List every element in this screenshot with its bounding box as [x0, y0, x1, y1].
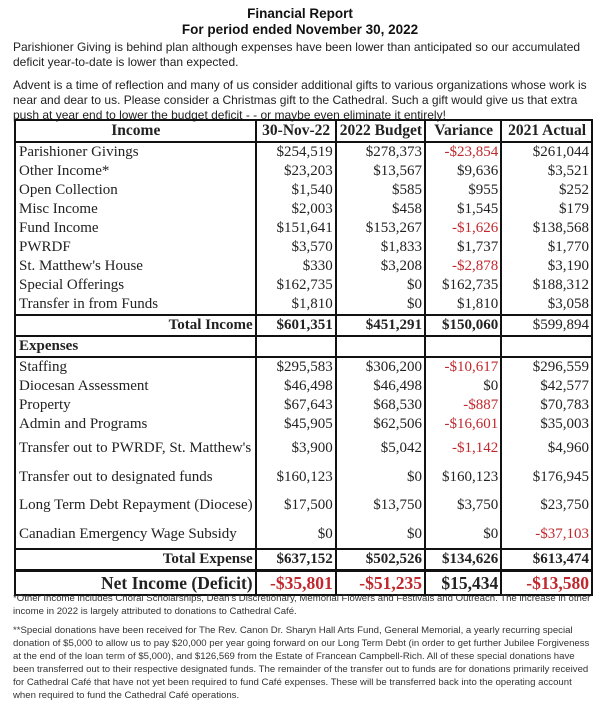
cell-budget: $0: [336, 463, 425, 492]
cell-variance: $0: [425, 377, 501, 396]
cell-actual: $637,152: [256, 549, 336, 571]
row-label: Staffing: [15, 357, 256, 377]
cell-variance: $1,545: [425, 200, 501, 219]
cell-variance: $9,636: [425, 162, 501, 181]
table-row: [15, 377, 592, 396]
cell-variance: $15,434: [425, 571, 501, 596]
cell-variance: $1,810: [425, 295, 501, 315]
cell-budget: $3,208: [336, 257, 425, 276]
cell-prior: $613,474: [501, 549, 592, 571]
cell-prior: $296,559: [501, 357, 592, 377]
total-expense-label: Total Expense: [15, 549, 256, 571]
intro-paragraph-1: Parishioner Giving is behind plan although expenses have been lower than anticipated so our accumulated deficit year-to-date is lower than expected.: [13, 40, 581, 69]
cell-prior: $176,945: [501, 463, 592, 492]
row-label: Special Offerings: [15, 276, 256, 295]
report-period: For period ended November 30, 2022: [181, 22, 419, 37]
row-label: Other Income*: [15, 162, 256, 181]
cell-actual: -$35,801: [256, 571, 336, 596]
cell-variance: -$1,626: [425, 219, 501, 238]
cell-prior: $252: [501, 181, 592, 200]
cell-actual: $601,351: [256, 315, 336, 336]
cell-actual: $162,735: [256, 276, 336, 295]
cell-budget: $585: [336, 181, 425, 200]
cell-budget: $13,750: [336, 491, 425, 520]
table-row: [15, 434, 592, 463]
cell-prior: $3,058: [501, 295, 592, 315]
expenses-section-row: [15, 336, 592, 357]
report-title: Financial Report: [247, 6, 353, 21]
cell-actual: $3,570: [256, 238, 336, 257]
cell-prior: $23,750: [501, 491, 592, 520]
row-label: Open Collection: [15, 181, 256, 200]
cell-budget: $5,042: [336, 434, 425, 463]
table-row: [15, 142, 592, 162]
cell-actual: $46,498: [256, 377, 336, 396]
row-label: PWRDF: [15, 238, 256, 257]
cell-actual: $1,810: [256, 295, 336, 315]
table-row: [15, 463, 592, 492]
empty-cell: [336, 336, 425, 357]
row-label: Misc Income: [15, 200, 256, 219]
cell-budget: $278,373: [336, 142, 425, 162]
cell-prior: $138,568: [501, 219, 592, 238]
column-header-variance: Variance: [425, 120, 501, 142]
cell-variance: $160,123: [425, 463, 501, 492]
row-label: Transfer out to designated funds: [15, 463, 256, 492]
column-header-income: Income: [15, 120, 256, 142]
cell-variance: $150,060: [425, 315, 501, 336]
table-row: [15, 257, 592, 276]
row-label: St. Matthew's House: [15, 257, 256, 276]
cell-actual: $160,123: [256, 463, 336, 492]
cell-prior: $42,577: [501, 377, 592, 396]
cell-budget: $0: [336, 520, 425, 550]
column-header-30-nov-22: 30-Nov-22: [256, 120, 336, 142]
cell-variance: -$23,854: [425, 142, 501, 162]
cell-variance: -$2,878: [425, 257, 501, 276]
cell-actual: $1,540: [256, 181, 336, 200]
cell-budget: $1,833: [336, 238, 425, 257]
footnote-other-income: *Other Income includes Choral Scholarships, Dean's Discretionary, Memorial Flowers and Festivals and Outreach. The increase in other income in 2022 is largely attributed to donations to Cathedral Café.: [13, 593, 591, 617]
cell-prior: -$13,580: [501, 571, 592, 596]
cell-prior: $599,894: [501, 315, 592, 336]
table-row: [15, 238, 592, 257]
empty-cell: [501, 336, 592, 357]
footnote-special-donations: **Special donations have been received for The Rev. Canon Dr. Sharyn Hall Arts Fund, General Memorial, a yearly recurring special donation of $5,000 to allow us to pay $20,000 per year going forward on our Long Term Debt (in order to get further Jubilee Forgiveness at the end of the loan term of $5,000), and $126,569 from the Estate of Francean Campbell-Rich. All of these special donations have been transferred out to their respective designated funds. The remainder of the transfer out to funds are for donations primarily received for Cathedral Café that have not yet been required to fund Café expenses. These will be transferred back into the operating account when required to fund the Cathedral Café operations.: [13, 625, 590, 701]
cell-variance: $0: [425, 520, 501, 550]
cell-prior: $179: [501, 200, 592, 219]
cell-variance: -$10,617: [425, 357, 501, 377]
row-label: Diocesan Assessment: [15, 377, 256, 396]
cell-actual: $151,641: [256, 219, 336, 238]
cell-budget: $68,530: [336, 396, 425, 415]
table-row: [15, 520, 592, 550]
empty-cell: [425, 336, 501, 357]
intro-paragraph-2: Advent is a time of reflection and many of us consider additional gifts to various organizations whose work is near and dear to us. Please consider a Christmas gift to the Cathedral. Such a gift would give us that extra push at year end to lower the budget deficit - - or maybe even eliminate it entirely!: [13, 78, 587, 122]
cell-budget: -$51,235: [336, 571, 425, 596]
row-label: Property: [15, 396, 256, 415]
table-row: [15, 181, 592, 200]
cell-variance: -$1,142: [425, 434, 501, 463]
total-income-label: Total Income: [15, 315, 256, 336]
cell-variance: $134,626: [425, 549, 501, 571]
cell-actual: $2,003: [256, 200, 336, 219]
table-row: [15, 295, 592, 315]
row-label: Fund Income: [15, 219, 256, 238]
net-income-label: Net Income (Deficit): [15, 571, 256, 596]
cell-budget: $451,291: [336, 315, 425, 336]
row-label: Parishioner Givings: [15, 142, 256, 162]
cell-variance: $1,737: [425, 238, 501, 257]
row-label: Transfer out to PWRDF, St. Matthew's: [15, 434, 256, 463]
table-header-row: [15, 120, 592, 142]
cell-budget: $153,267: [336, 219, 425, 238]
cell-prior: -$37,103: [501, 520, 592, 550]
total-income-row: [15, 315, 592, 336]
table-row: [15, 396, 592, 415]
empty-cell: [256, 336, 336, 357]
cell-budget: $306,200: [336, 357, 425, 377]
cell-variance: $3,750: [425, 491, 501, 520]
cell-budget: $46,498: [336, 377, 425, 396]
cell-actual: $17,500: [256, 491, 336, 520]
cell-budget: $13,567: [336, 162, 425, 181]
table-row: [15, 162, 592, 181]
cell-actual: $254,519: [256, 142, 336, 162]
cell-variance: -$887: [425, 396, 501, 415]
cell-prior: $70,783: [501, 396, 592, 415]
row-label: Admin and Programs: [15, 415, 256, 434]
table-row: [15, 357, 592, 377]
cell-prior: $261,044: [501, 142, 592, 162]
expenses-heading: Expenses: [15, 336, 256, 357]
cell-actual: $295,583: [256, 357, 336, 377]
cell-variance: $955: [425, 181, 501, 200]
column-header-2022-budget: 2022 Budget: [336, 120, 425, 142]
cell-prior: $3,521: [501, 162, 592, 181]
table-row: [15, 200, 592, 219]
column-header-2021-actual: 2021 Actual: [501, 120, 592, 142]
total-expense-row: [15, 549, 592, 571]
cell-prior: $3,190: [501, 257, 592, 276]
cell-actual: $330: [256, 257, 336, 276]
cell-variance: $162,735: [425, 276, 501, 295]
cell-prior: $4,960: [501, 434, 592, 463]
table-row: [15, 491, 592, 520]
table-row: [15, 276, 592, 295]
cell-budget: $502,526: [336, 549, 425, 571]
table-row: [15, 415, 592, 434]
financial-table: [14, 119, 593, 596]
table-row: [15, 219, 592, 238]
cell-actual: $67,643: [256, 396, 336, 415]
row-label: Long Term Debt Repayment (Diocese): [15, 491, 256, 520]
row-label: Canadian Emergency Wage Subsidy: [15, 520, 256, 550]
cell-budget: $0: [336, 276, 425, 295]
cell-prior: $1,770: [501, 238, 592, 257]
cell-budget: $0: [336, 295, 425, 315]
cell-actual: $3,900: [256, 434, 336, 463]
cell-prior: $35,003: [501, 415, 592, 434]
cell-budget: $62,506: [336, 415, 425, 434]
cell-prior: $188,312: [501, 276, 592, 295]
cell-actual: $23,203: [256, 162, 336, 181]
cell-actual: $45,905: [256, 415, 336, 434]
cell-variance: -$16,601: [425, 415, 501, 434]
row-label: Transfer in from Funds: [15, 295, 256, 315]
cell-budget: $458: [336, 200, 425, 219]
cell-actual: $0: [256, 520, 336, 550]
